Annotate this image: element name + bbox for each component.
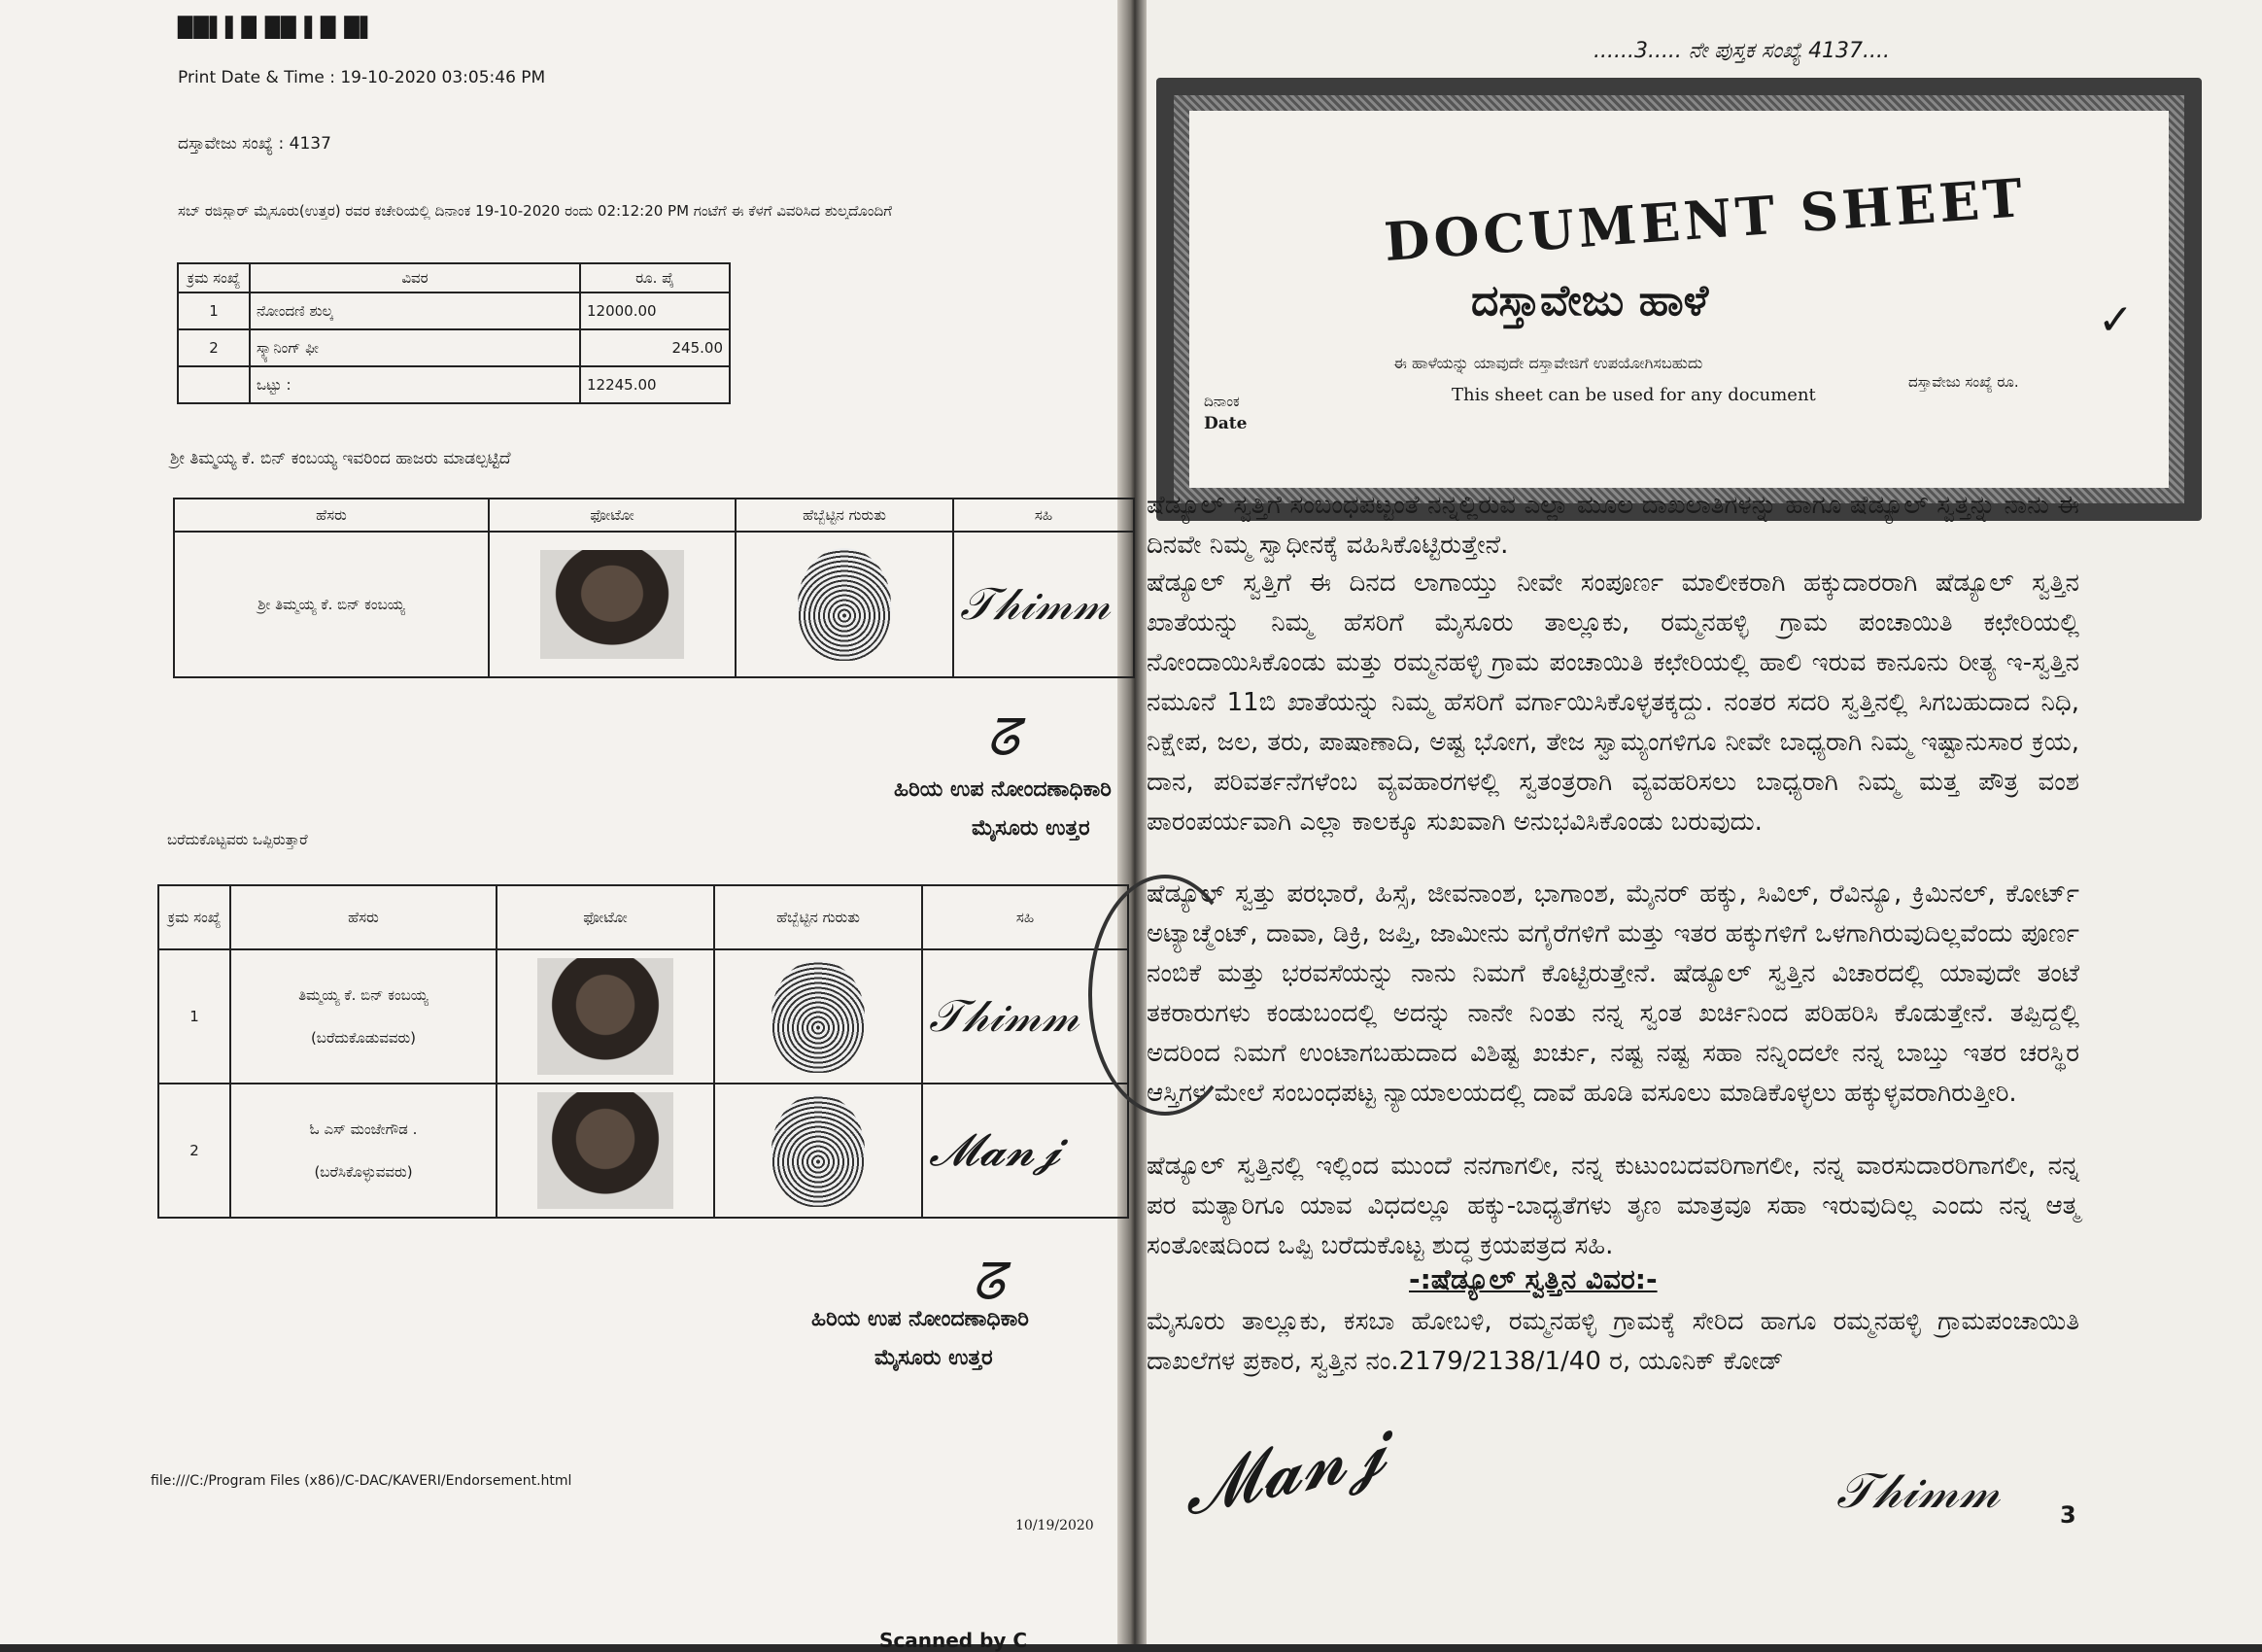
presenter-header-name: ಹೆಸರು: [174, 499, 489, 532]
book-reference: ......3..... ನೇ ಪುಸ್ತಕ ಸಂಖ್ಯೆ 4137....: [1594, 39, 1891, 63]
table-row: [158, 1084, 1128, 1218]
file-path: file:///C:/Program Files (x86)/C-DAC/KAVERI/Endorsement.html: [151, 1473, 572, 1489]
left-page: [0, 0, 1127, 1644]
paragraph-1: ಷೆಡ್ಯೂಲ್ ಸ್ವತ್ತಿಗೆ ಸಂಬಂಧಪಟ್ಟಂತೆ ನನ್ನಲ್ಲಿರುವ ಎಲ್ಲಾ ಮೂಲ ದಾಖಲಾತಿಗಳನ್ನು ಹಾಗೂ ಷೆಡ್ಯೂಲ್ ಸ್ವತ್ತನ್ನು ನಾನು ಈ ದಿನವೇ ನಿಮ್ಮ ಸ್ವಾಧೀನಕ್ಕೆ ವಹಿಸಿಕೊಟ್ಟಿರುತ್ತೇನೆ.: [1147, 491, 2079, 560]
office-seal: [1088, 875, 1242, 1116]
sheet-note-kannada: ಈ ಹಾಳೆಯನ್ನು ಯಾವುದೇ ದಸ್ತಾವೇಜಿಗೆ ಉಪಯೋಗಿಸಬಹುದು: [1393, 354, 1703, 372]
officer-initials-2: ᘔ: [972, 1254, 1005, 1312]
fee-no: 2: [178, 329, 250, 366]
party-name: ಓ ಎಸ್ ಮಂಜೇಗೌಡ .: [309, 1120, 418, 1138]
party-photo-cell: [497, 949, 714, 1084]
party-no: 2: [158, 1084, 230, 1218]
presenter-photo-cell: [489, 532, 736, 677]
party-role: (ಬರೆದುಕೊಡುವವರು): [310, 1029, 417, 1047]
party-photo: [537, 958, 673, 1075]
fee-desc: ನೋಂದಣಿ ಶುಲ್ಕ: [250, 293, 580, 329]
office-stamp-title-2: ಹಿರಿಯ ಉಪ ನೋಂದಣಾಧಿಕಾರಿ: [811, 1307, 1029, 1331]
sheet-title: DOCUMENT SHEET: [1382, 165, 2029, 274]
party-signature-cell: [922, 1084, 1128, 1218]
party-thumb-cell: [714, 949, 922, 1084]
footer-date: 10/19/2020: [1015, 1518, 1094, 1533]
party-header-no: ಕ್ರಮ ಸಂಖ್ಯೆ: [158, 885, 230, 949]
fingerprint-icon: [771, 1094, 865, 1207]
party-role: (ಬರೆಸಿಕೊಳ್ಳುವವರು): [314, 1163, 413, 1181]
party-header-thumb: ಹೆಬ್ಬೆಟ್ಟಿನ ಗುರುತು: [714, 885, 922, 949]
print-datetime: Print Date & Time : 19-10-2020 03:05:46 PM: [178, 68, 546, 87]
party-name-cell: [230, 949, 497, 1084]
party-header-photo: ಫೋಟೋ: [497, 885, 714, 949]
presenter-signature-cell: [953, 532, 1134, 677]
date-label-english: Date: [1204, 414, 1248, 433]
office-stamp-title-1: ಹಿರಿಯ ಉಪ ನೋಂದಣಾಧಿಕಾರಿ: [894, 777, 1112, 802]
paragraph-2: ಷೆಡ್ಯೂಲ್ ಸ್ವತ್ತಿಗೆ ಈ ದಿನದ ಲಾಗಾಯ್ತು ನೀವೇ ಸಂಪೂರ್ಣ ಮಾಲೀಕರಾಗಿ ಹಕ್ಕುದಾರರಾಗಿ ಷೆಡ್ಯೂಲ್ ಸ್ವತ್ತಿನ ಖಾತೆಯನ್ನು ನಿಮ್ಮ ಹೆಸರಿಗೆ ಮೈಸೂರು ತಾಲ್ಲೂಕು, ರಮ್ಮನಹಳ್ಳಿ ಗ್ರಾಮ ಪಂಚಾಯಿತಿ ಕಛೇರಿಯಲ್ಲಿ ನೋಂದಾಯಿಸಿಕೊಂಡು ಮತ್ತು ರಮ್ಮನಹಳ್ಳಿ ಗ್ರಾಮ ಪಂಚಾಯಿತಿ ಕಛೇರಿಯಲ್ಲಿ ಹಾಲಿ ಇರುವ ಕಾನೂನು ರೀತ್ಯ ಇ-ಸ್ವತ್ತಿನ ನಮೂನೆ 11ಬಿ ಖಾತೆಯನ್ನು ನಿಮ್ಮ ಹೆಸರಿಗೆ ವರ್ಗಾಯಿಸಿಕೊಳ್ಳತಕ್ಕದ್ದು. ನಂತರ ಸದರಿ ಸ್ವತ್ತಿನಲ್ಲಿ ಸಿಗಬಹುದಾದ ನಿಧಿ, ನಿಕ್ಷೇಪ, ಜಲ, ತರು, ಪಾಷಾಣಾದಿ, ಅಷ್ಟ ಭೋಗ, ತೇಜ ಸ್ವಾಮ್ಯಂಗಳಿಗೂ ನೀವೇ ಬಾಧ್ಯರಾಗಿ ನಿಮ್ಮ ಇಷ್ಟಾನುಸಾರ ಕ್ರಯ, ದಾನ, ಪರಿವರ್ತನೆಗಳೆಂಬ ವ್ಯವಹಾರಗಳಲ್ಲಿ ಸ್ವತಂತ್ರರಾಗಿ ವ್ಯವಹರಿಸಲು ಬಾಧ್ಯರಾಗಿ ನಿಮ್ಮ ಮತ್ತ ಪೌತ್ರ ವಂಶ ಪಾರಂಪರ್ಯವಾಗಿ ಎಲ್ಲಾ ಕಾಲಕ್ಕೂ ಸುಖವಾಗಿ ಅನುಭವಿಸಿಕೊಂಡು ಬರುವುದು.: [1147, 568, 2079, 837]
buyer-signature: 𝓜𝓪𝓷𝓳: [1174, 1407, 1394, 1532]
party-header-name: ಹೆಸರು: [230, 885, 497, 949]
document-number: ದಸ್ತಾವೇಜು ಸಂಖ್ಯೆ : 4137: [178, 134, 331, 154]
office-stamp-place-2: ಮೈಸೂರು ಉತ್ತರ: [874, 1346, 993, 1370]
presented-by-line: ಶ್ರೀ ತಿಮ್ಮಯ್ಯ ಕೆ. ಬಿನ್ ಕಂಬಯ್ಯ ಇವರಿಂದ ಹಾಜರು ಮಾಡಲ್ಪಟ್ಟಿದೆ: [170, 449, 511, 468]
fee-desc: ಒಟ್ಟು :: [250, 366, 580, 403]
party-table: [157, 884, 1129, 1219]
presenter-header-signature: ಸಹಿ: [953, 499, 1134, 532]
seller-signature: 𝒯𝒽𝒾𝓂𝓂: [1836, 1463, 2001, 1519]
party-photo: [537, 1092, 673, 1209]
fee-header-no: ಕ್ರಮ ಸಂಖ್ಯೆ: [178, 263, 250, 293]
fingerprint-icon: [771, 960, 865, 1073]
page-number: 3: [2060, 1501, 2076, 1529]
table-row: [178, 293, 730, 329]
party-name: ತಿಮ್ಮಯ್ಯ ಕೆ. ಬಿನ್ ಕಂಬಯ್ಯ: [298, 986, 428, 1004]
paragraph-3: ಷೆಡ್ಯೂಲ್ ಸ್ವತ್ತು ಪರಭಾರೆ, ಹಿಸ್ಸೆ, ಜೀವನಾಂಶ, ಭಾಗಾಂಶ, ಮೈನರ್ ಹಕ್ಕು, ಸಿವಿಲ್, ರೆವಿನ್ಯೂ, ಕ್ರಿಮಿನಲ್, ಕೋರ್ಟ್ ಅಟ್ಯಾಚ್ಮೆಂಟ್, ದಾವಾ, ಡಿಕ್ರಿ, ಜಪ್ತಿ, ಜಾಮೀನು ವಗೈರೆಗಳಿಗೆ ಮತ್ತು ಇತರ ಹಕ್ಕುಗಳಿಗೆ ಒಳಗಾಗಿರುವುದಿಲ್ಲವೆಂದು ಪೂರ್ಣ ನಂಬಿಕೆ ಮತ್ತು ಭರವಸೆಯನ್ನು ನಾನು ನಿಮಗೆ ಕೊಟ್ಟಿರುತ್ತೇನೆ. ಷೆಡ್ಯೂಲ್ ಸ್ವತ್ತಿನ ವಿಚಾರದಲ್ಲಿ ಯಾವುದೇ ತಂಟೆ ತಕರಾರುಗಳು ಕಂಡುಬಂದಲ್ಲಿ ಅದನ್ನು ನಾನೇ ನಿಂತು ನನ್ನ ಸ್ವಂತ ಖರ್ಚಿನಿಂದ ಪರಿಹರಿಸಿ ಕೊಡುತ್ತೇನೆ. ತಪ್ಪಿದ್ದಲ್ಲಿ ಅದರಿಂದ ನಿಮಗೆ ಉಂಟಾಗಬಹುದಾದ ವಿಶಿಷ್ಟ ಖರ್ಚು, ನಷ್ಟ ನಷ್ಟ ಸಹಾ ನನ್ನಿಂದಲೇ ನನ್ನ ಬಾಬ್ತು ಇತರ ಚರಸ್ಥಿರ ಆಸ್ತಿಗಳ ಮೇಲೆ ಸಂಬಂಧಪಟ್ಟ ನ್ಯಾಯಾಲಯದಲ್ಲಿ ದಾವೆ ಹೂಡಿ ವಸೂಲು ಮಾಡಿಕೊಳ್ಳಲು ಹಕ್ಕುಳ್ಳವರಾಗಿರುತ್ತೀರಿ.: [1147, 879, 2079, 1108]
presenter-table: [173, 498, 1135, 678]
fee-header-amount: ರೂ. ಪೈ: [580, 263, 730, 293]
fee-no: 1: [178, 293, 250, 329]
sheet-note-english: This sheet can be used for any document: [1452, 385, 1816, 405]
schedule-heading: -:ಷೆಡ್ಯೂಲ್ ಸ್ವತ್ತಿನ ವಿವರ:-: [1409, 1263, 1658, 1295]
table-row: [178, 329, 730, 366]
fee-desc: ಸ್ಕ್ಯಾನಿಂಗ್ ಫೀ: [250, 329, 580, 366]
book-gutter: [1117, 0, 1147, 1644]
execution-label: ಬರೆದುಕೊಟ್ಟವರು ಒಪ್ಪಿರುತ್ತಾರೆ: [167, 831, 308, 848]
fee-table: [177, 262, 731, 404]
tick-mark: ✓: [2098, 295, 2134, 345]
signature-mark: 𝓜𝓪𝓷𝓳: [929, 1123, 1062, 1176]
party-thumb-cell: [714, 1084, 922, 1218]
office-stamp-place-1: ಮೈಸೂರು ಉತ್ತರ: [972, 816, 1090, 841]
intro-line: ಸಬ್ ರಜಿಸ್ಟ್ರಾರ್ ಮೈಸೂರು(ಉತ್ತರ) ರವರ ಕಚೇರಿಯಲ್ಲಿ ದಿನಾಂಕ 19-10-2020 ರಂದು 02:12:20 PM ಗಂಟೆಗೆ ಈ ಕೆಳಗೆ ವಿವರಿಸಿದ ಶುಲ್ಕದೊಂದಿಗೆ: [178, 202, 892, 220]
fingerprint-icon: [798, 548, 891, 661]
signature-mark: 𝒯𝒽𝒾𝓂𝓂: [960, 577, 1111, 630]
schedule-text: ಮೈಸೂರು ತಾಲ್ಲೂಕು, ಕಸಬಾ ಹೋಬಳಿ, ರಮ್ಮನಹಳ್ಳಿ ಗ್ರಾಮಕ್ಕೆ ಸೇರಿದ ಹಾಗೂ ರಮ್ಮನಹಳ್ಳಿ ಗ್ರಾಮಪಂಚಾಯಿತಿ ದಾಖಲೆಗಳ ಪ್ರಕಾರ, ಸ್ವತ್ತಿನ ನಂ.2179/2138/1/40 ರ, ಯೂನಿಕ್ ಕೋಡ್: [1147, 1307, 2079, 1376]
officer-initials-1: ᘔ: [986, 709, 1019, 768]
fee-amount: 245.00: [580, 329, 730, 366]
table-row: [174, 532, 1134, 677]
presenter-header-thumb: ಹೆಬ್ಬೆಟ್ಟಿನ ಗುರುತು: [736, 499, 953, 532]
presenter-photo: [540, 550, 684, 659]
signature-mark: 𝒯𝒽𝒾𝓂𝓂: [929, 989, 1080, 1042]
presenter-name: ಶ್ರೀ ತಿಮ್ಮಯ್ಯ ಕೆ. ಬಿನ್ ಕಂಬಯ್ಯ: [174, 532, 489, 677]
party-name-cell: [230, 1084, 497, 1218]
sheet-title-kannada: ದಸ್ತಾವೇಜು ಹಾಳೆ: [1471, 276, 1709, 326]
table-row: [158, 949, 1128, 1084]
table-row: [178, 366, 730, 403]
fee-no: [178, 366, 250, 403]
fee-header-desc: ವಿವರ: [250, 263, 580, 293]
doc-number-label: ದಸ್ತಾವೇಜು ಸಂಖ್ಯೆ ರೂ.: [1908, 373, 2019, 391]
date-label-kannada: ದಿನಾಂಕ: [1204, 393, 1240, 410]
presenter-thumb-cell: [736, 532, 953, 677]
party-no: 1: [158, 949, 230, 1084]
paragraph-4: ಷೆಡ್ಯೂಲ್ ಸ್ವತ್ತಿನಲ್ಲಿ ಇಲ್ಲಿಂದ ಮುಂದೆ ನನಗಾಗಲೀ, ನನ್ನ ಕುಟುಂಬದವರಿಗಾಗಲೀ, ನನ್ನ ವಾರಸುದಾರರಿಗಾಗಲೀ, ನನ್ನ ಪರ ಮತ್ಯಾರಿಗೂ ಯಾವ ವಿಧದಲ್ಲೂ ಹಕ್ಕು-ಬಾಧ್ಯತೆಗಳು ತೃಣ ಮಾತ್ರವೂ ಸಹಾ ಇರುವುದಿಲ್ಲ ಎಂದು ನನ್ನ ಆತ್ಮ ಸಂತೋಷದಿಂದ ಒಪ್ಪಿ ಬರೆದುಕೊಟ್ಟ ಶುದ್ಧ ಕ್ರಯಪತ್ರದ ಸಹಿ.: [1147, 1152, 2079, 1260]
fee-amount: 12000.00: [580, 293, 730, 329]
presenter-header-photo: ಫೋಟೋ: [489, 499, 736, 532]
party-photo-cell: [497, 1084, 714, 1218]
scanned-by-text: Scanned by C: [879, 1629, 1028, 1652]
party-header-signature: ಸಹಿ: [922, 885, 1128, 949]
document-sheet-frame: [1156, 78, 2202, 521]
header-barcode: ██▌▌█ ██ ▌█ █▌: [178, 16, 377, 39]
fee-amount: 12245.00: [580, 366, 730, 403]
